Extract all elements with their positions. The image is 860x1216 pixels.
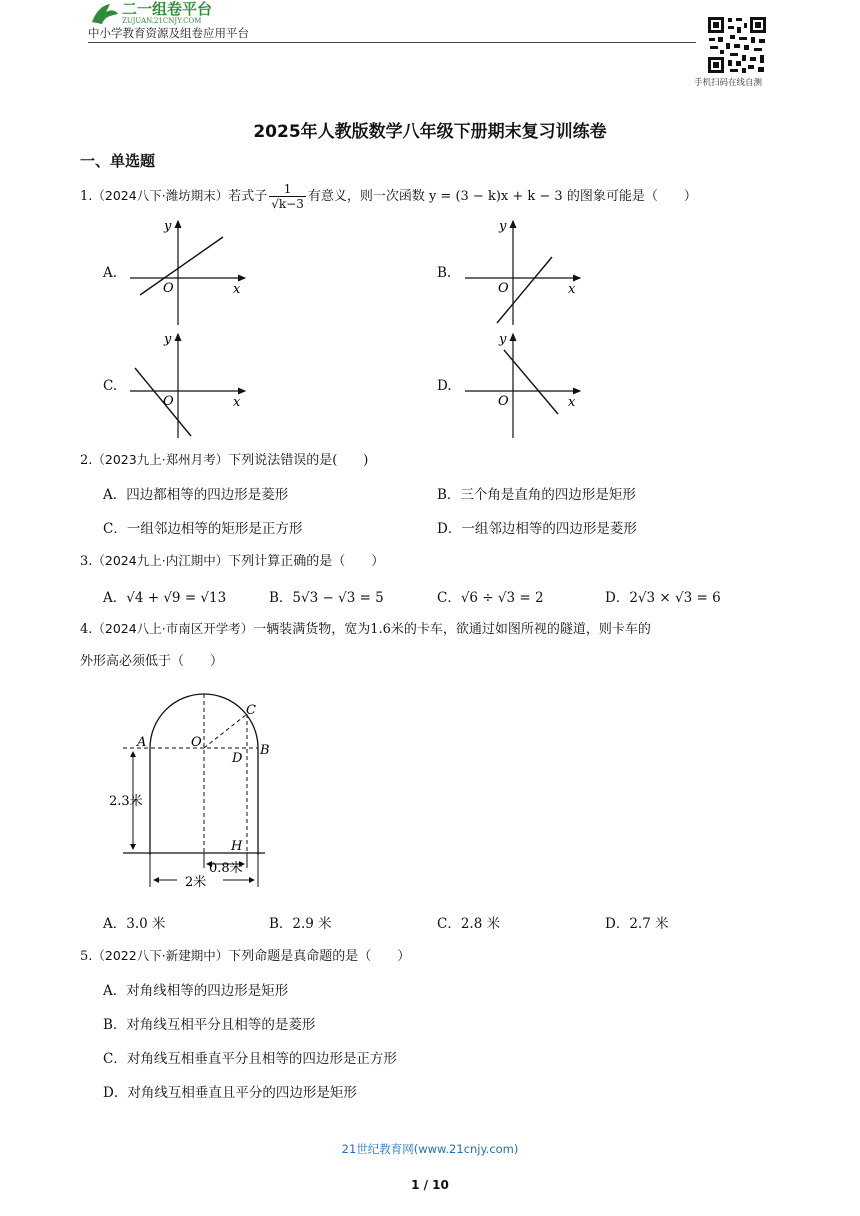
y-label: y xyxy=(164,332,172,347)
q3-option-b[interactable]: B．5√3 − √3 = 5 xyxy=(269,590,384,606)
logo-sub: ZUJUAN.21CNJY.COM xyxy=(122,17,202,25)
question-4 xyxy=(80,618,651,641)
label-h: H xyxy=(231,839,243,854)
y-label: y xyxy=(499,332,507,347)
q4-stem-1: 一辆装满货物，宽为1.6米的卡车，欲通过如图所视的隧道，则卡车的 xyxy=(253,622,651,637)
label-a: A xyxy=(137,735,147,750)
q4-option-d[interactable]: D．2.7 米 xyxy=(605,916,669,932)
label-o: O xyxy=(191,735,202,750)
q1-number: 1. xyxy=(80,189,93,204)
q1-option-b[interactable]: B. xyxy=(437,265,452,281)
header-divider xyxy=(88,42,696,43)
header-tagline: 中小学教育资源及组卷应用平台 xyxy=(88,26,249,40)
x-label: x xyxy=(568,282,576,297)
x-label: x xyxy=(233,282,241,297)
label-height: 2.3米 xyxy=(109,794,143,809)
q1-frac-den: √k−3 xyxy=(271,197,304,211)
footer-site-link[interactable]: 21世纪教育网(www.21cnjy.com) xyxy=(341,1142,519,1156)
q1-graph-a xyxy=(125,215,255,330)
q5-source: （2022八下·新建期中） xyxy=(92,948,229,963)
q1-fraction xyxy=(269,182,306,211)
q3-option-a[interactable]: A．√4 + √9 = √13 xyxy=(103,590,227,606)
x-label: x xyxy=(233,395,241,410)
q3-option-d[interactable]: D．2√3 × √3 = 6 xyxy=(605,590,721,606)
q2-option-b[interactable]: B．三个角是直角的四边形是矩形 xyxy=(437,487,636,503)
question-2 xyxy=(80,449,368,472)
label-b: B xyxy=(260,743,270,758)
q5-option-a[interactable]: A．对角线相等的四边形是矩形 xyxy=(103,983,289,999)
q1-graph-d xyxy=(460,328,590,443)
y-label: y xyxy=(164,219,172,234)
qr-code-icon[interactable] xyxy=(706,15,768,75)
page-number: 1 / 10 xyxy=(411,1178,449,1192)
q4-option-b[interactable]: B．2.9 米 xyxy=(269,916,332,932)
question-3 xyxy=(80,550,384,573)
q4-option-c[interactable]: C．2.8 米 xyxy=(437,916,501,932)
origin-label: O xyxy=(163,281,174,296)
q3-source: （2024九上·内江期中） xyxy=(92,553,229,568)
logo-text: 二一组卷平台 xyxy=(122,0,213,18)
site-logo xyxy=(88,0,278,26)
label-2m: 2米 xyxy=(185,875,207,890)
q1-graph-c xyxy=(125,328,255,443)
q1-source: （2024八下·潍坊期末） xyxy=(92,188,229,203)
graph-line xyxy=(504,350,558,414)
q2-number: 2. xyxy=(80,453,93,468)
q4-tunnel-figure xyxy=(105,690,295,895)
qr-caption: 手机扫码在线自测 xyxy=(694,78,763,88)
origin-label: O xyxy=(498,394,509,409)
q5-option-c[interactable]: C．对角线互相垂直平分且相等的四边形是正方形 xyxy=(103,1051,397,1067)
q2-source: （2023九上·郑州月考） xyxy=(92,452,229,467)
label-c: C xyxy=(246,703,256,718)
q1-graph-b xyxy=(460,215,590,330)
q5-number: 5. xyxy=(80,949,93,964)
question-5 xyxy=(80,945,410,968)
q2-option-c[interactable]: C．一组邻边相等的矩形是正方形 xyxy=(103,521,303,537)
section-heading: 一、单选题 xyxy=(80,152,156,170)
q3-stem: 下列计算正确的是（ ） xyxy=(228,554,385,569)
origin-label: O xyxy=(163,394,174,409)
line-oc xyxy=(204,714,247,748)
q1-option-d[interactable]: D. xyxy=(437,378,452,394)
q5-option-b[interactable]: B．对角线互相平分且相等的是菱形 xyxy=(103,1017,316,1033)
q3-option-c[interactable]: C．√6 ÷ √3 = 2 xyxy=(437,590,544,606)
origin-label: O xyxy=(498,281,509,296)
graph-line xyxy=(140,237,223,295)
label-d: D xyxy=(232,751,243,766)
q2-stem: 下列说法错误的是( ) xyxy=(228,453,369,468)
y-label: y xyxy=(499,219,507,234)
q1-post: 有意义，则一次函数 y = (3 − k)x + k − 3 的图象可能是（ ） xyxy=(307,189,697,204)
q1-option-c[interactable]: C. xyxy=(103,378,118,394)
q2-option-d[interactable]: D．一组邻边相等的四边形是菱形 xyxy=(437,521,637,537)
q1-pre: 若式子 xyxy=(228,189,268,204)
q4-stem-line-2: 外形高必须低于（ ） xyxy=(80,654,224,669)
q5-stem: 下列命题是真命题的是（ ） xyxy=(228,949,411,964)
q1-frac-num: 1 xyxy=(269,182,306,197)
q2-option-a[interactable]: A．四边都相等的四边形是菱形 xyxy=(103,487,289,503)
q4-source: （2024八上·市南区开学考） xyxy=(92,621,254,636)
label-08: 0.8米 xyxy=(209,861,243,876)
q1-option-a[interactable]: A. xyxy=(103,265,118,281)
q4-option-a[interactable]: A．3.0 米 xyxy=(103,916,166,932)
q5-option-d[interactable]: D．对角线互相垂直且平分的四边形是矩形 xyxy=(103,1085,357,1101)
x-label: x xyxy=(568,395,576,410)
question-1 xyxy=(80,182,697,211)
q3-number: 3. xyxy=(80,554,93,569)
q4-number: 4. xyxy=(80,622,93,637)
page-title: 2025年人教版数学八年级下册期末复习训练卷 xyxy=(253,122,607,142)
